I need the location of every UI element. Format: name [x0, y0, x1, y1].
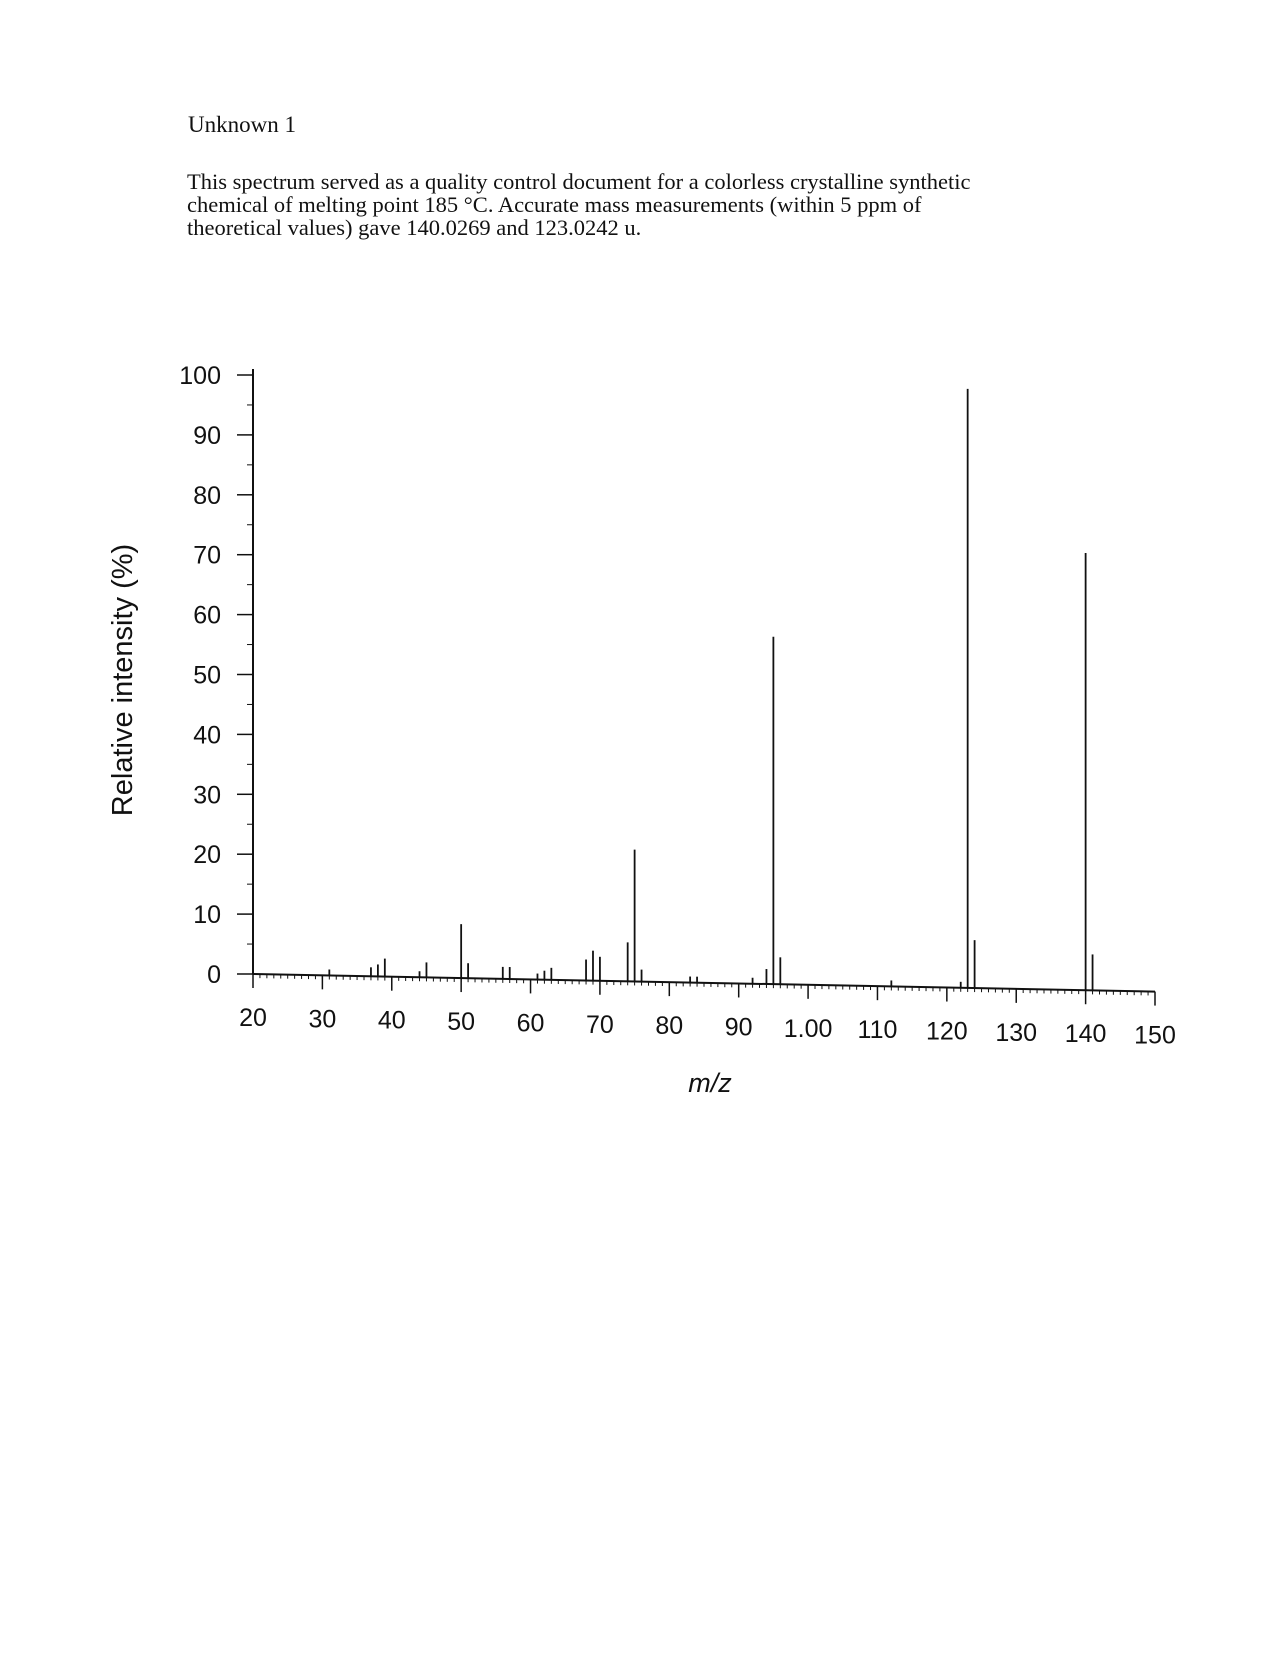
- x-tick-label: 90: [724, 1013, 753, 1042]
- x-tick-label: 30: [308, 1005, 337, 1034]
- y-tick-label: 30: [193, 781, 221, 810]
- y-tick-label: 80: [193, 481, 221, 510]
- y-tick-label: 90: [193, 421, 221, 450]
- description-line: This spectrum served as a quality control document for a colorless crystalline synthetic: [187, 169, 971, 194]
- x-tick-label: 60: [516, 1009, 545, 1038]
- y-tick-label: 60: [193, 601, 221, 630]
- peak-group: [329, 389, 1092, 990]
- document-heading: Unknown 1: [188, 112, 296, 137]
- x-tick-label: 140: [1064, 1020, 1107, 1049]
- x-tick-label: 20: [239, 1004, 267, 1032]
- x-tick-label: 120: [925, 1017, 968, 1046]
- x-axis-title: m/z: [688, 1068, 732, 1098]
- x-tick-label: 80: [655, 1012, 684, 1041]
- x-tick-label: 110: [857, 1016, 898, 1045]
- x-axis-ticks: [239, 974, 1176, 1050]
- y-tick-label: 0: [207, 961, 221, 989]
- x-tick-label: 1.00: [783, 1014, 833, 1043]
- y-tick-label: 20: [193, 841, 221, 870]
- x-tick-label: 50: [447, 1008, 476, 1037]
- y-axis-title: Relative intensity (%): [107, 543, 139, 817]
- x-tick-label: 150: [1134, 1021, 1176, 1050]
- x-tick-label: 40: [377, 1006, 406, 1035]
- y-tick-label: 70: [193, 541, 221, 570]
- y-tick-label: 100: [179, 362, 221, 390]
- y-axis-ticks: [179, 362, 253, 989]
- description-line: theoretical values) gave 140.0269 and 123.0242 u.: [187, 215, 642, 240]
- y-tick-label: 10: [193, 901, 221, 930]
- x-tick-label: 70: [586, 1010, 614, 1039]
- description-line: chemical of melting point 185 °C. Accurate mass measurements (within 5 ppm of: [187, 192, 922, 217]
- x-tick-label: 130: [995, 1018, 1038, 1047]
- y-tick-label: 50: [193, 661, 221, 690]
- y-tick-label: 40: [193, 721, 221, 750]
